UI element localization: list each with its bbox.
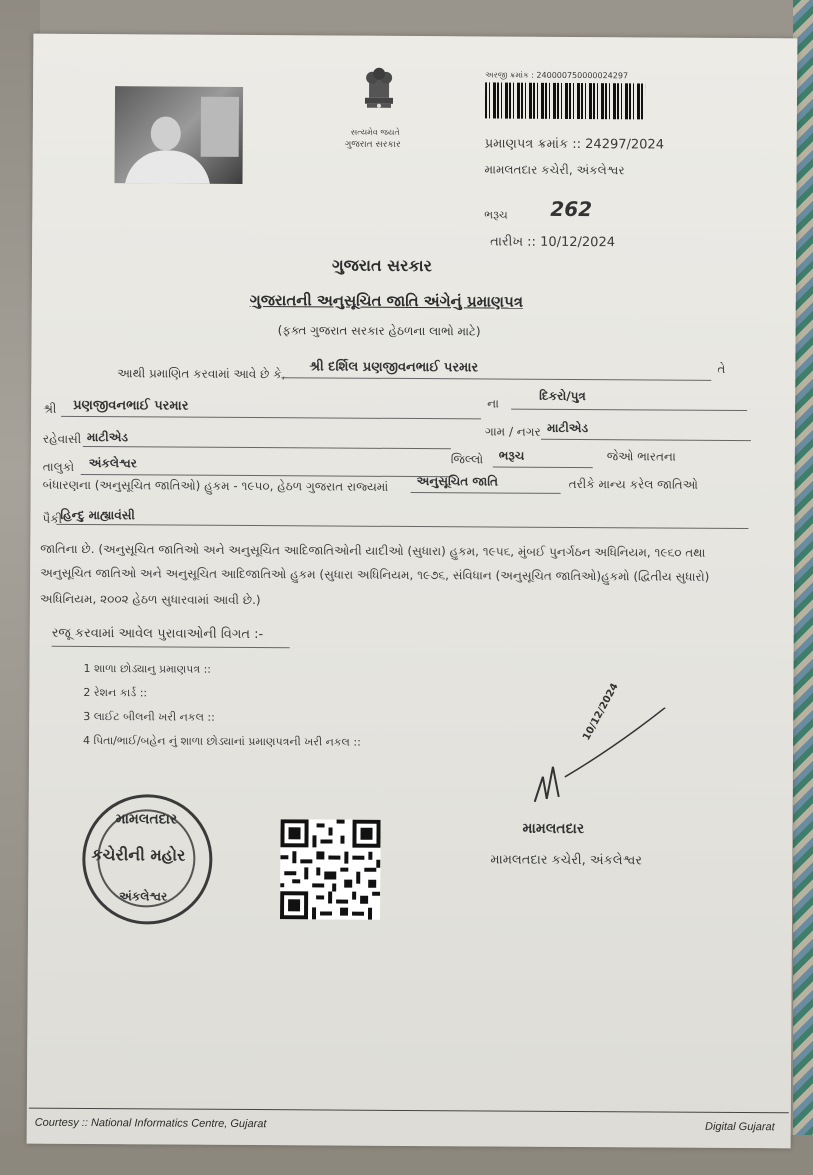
seal-middle-text: કચેરીની મહોર [91, 845, 186, 865]
handwritten-number: 262 [550, 196, 593, 222]
footer-courtesy: Courtesy :: National Informatics Centre, Gujarat [34, 1116, 267, 1131]
certificate-page [27, 34, 798, 1149]
state-emblem-icon [339, 60, 419, 130]
certificate-title: ગુજરાતની અનુસૂચિત જાતિ અંગેનું પ્રમાણપત્ર [249, 291, 524, 311]
certify-label: આથી પ્રમાણિત કરવામાં આવે છે કે, [117, 366, 286, 382]
paragraph-line-2: અનુસૂચિત જાતિઓ અને અનુસૂચિત આદિજાતિઓ હુકમ (સુધારા અધિનિયમ, ૧૯૭૬, સંવિધાન (અનુસૂચિત જાતિઓ)હુકમો (દ્વિતીય સુધારો) [40, 565, 710, 584]
relation: દિકરો/પુત્ર [539, 388, 586, 404]
peta-label: પૈકી [42, 511, 63, 526]
father-name: પ્રણજીવનભાઈ પરમાર [73, 397, 189, 414]
na-label: ના [487, 396, 500, 411]
resident-label: રહેવાસી [42, 431, 82, 446]
te-label: તે [717, 361, 726, 376]
je-label: જેઓ ભારતના [606, 449, 676, 464]
caste-value: હિન્દુ માહ્યાવંસી [60, 507, 135, 523]
district-label: જિલ્લો [450, 452, 484, 467]
evidence-item: 2 રેશન કાર્ડ :: [83, 685, 148, 700]
signatory-office: મામલતદાર કચેરી, અંકલેશ્વર [490, 852, 643, 869]
certificate-number: પ્રમાણપત્ર ક્રમાંક :: 24297/2024 [484, 136, 665, 153]
evidence-heading: રજૂ કરવામાં આવેલ પુરાવાઓની વિગત :- [51, 625, 264, 643]
evidence-item: 3 લાઈટ બીલની ખરી નકલ :: [83, 709, 215, 724]
seal-top-text: મામલતદાર [115, 811, 178, 828]
signatory-title: મામલતદાર [522, 820, 585, 838]
shri-label: શ્રી [43, 401, 57, 416]
footer [29, 1108, 789, 1142]
application-number: અરજી ક્રમાંક : 240000750000024297 [485, 70, 629, 81]
village-label: ગામ / નગર [484, 424, 541, 439]
qr-code [280, 819, 381, 920]
recognized-text: તરીકે માન્ય કરેલ જાતિઓ [568, 476, 698, 492]
emblem-motto: સત્યમેવ જયતે [350, 127, 400, 137]
office-seal [82, 794, 213, 925]
category-value: અનુસૂચિત જાતિ [416, 474, 498, 489]
barcode [485, 82, 645, 119]
issue-date: તારીખ :: 10/12/2024 [490, 234, 616, 251]
applicant-name: શ્રી દર્શિલ પ્રણજીવનભાઈ પરમાર [309, 359, 479, 376]
resident-value: માટીએડ [86, 430, 129, 445]
seal-bottom-text: અંકલેશ્વર [119, 889, 168, 904]
govt-title: ગુજરાત સરકાર [331, 255, 432, 276]
footer-brand: Digital Gujarat [704, 1120, 775, 1134]
issuing-office: મામલતદાર કચેરી, અંકલેશ્વર [484, 162, 625, 178]
taluka-value: અંકલેશ્વર [88, 456, 137, 471]
district-value: ભરૂચ [498, 448, 525, 463]
taluka-label: તાલુકો [42, 459, 75, 474]
evidence-item: 4 પિતા/ભાઈ/બહેન નું શાળા છોડ્યાનાં પ્રમાણપત્રની ખરી નકલ :: [83, 733, 361, 749]
place-label: ભરૂચ [484, 208, 508, 222]
order-text: બંધારણના (અનુસૂચિત જાતિઓ) હુકમ - ૧૯૫૦, હેઠળ ગુજરાત રાજ્યમાં [42, 477, 389, 494]
village-value: માટીએડ [546, 420, 589, 436]
certificate-note: (ફક્ત ગુજરાત સરકાર હેઠળના લાભો માટે) [277, 323, 481, 339]
handwritten-date: 10/12/2024 [581, 681, 621, 743]
evidence-item: 1 શાળા છોડ્યાનુ પ્રમાણપત્ર :: [83, 661, 212, 676]
paragraph-line-3: અધિનિયમ, ૨૦૦૨ હેઠળ સુધારવામાં આવી છે.) [39, 591, 261, 608]
paragraph-line-1: જાતિના છે. (અનુસૂચિત જાતિઓ અને અનુસૂચિત આદિજાતિઓની યાદીઓ (સુધારા) હુકમ, ૧૯૫૬, મુંબઈ પુનર્ગઠન અધિનિયમ, ૧૯૬૦ તથા [40, 541, 706, 560]
emblem-caption: ગુજરાત સરકાર [344, 139, 401, 150]
applicant-photo [114, 86, 243, 184]
